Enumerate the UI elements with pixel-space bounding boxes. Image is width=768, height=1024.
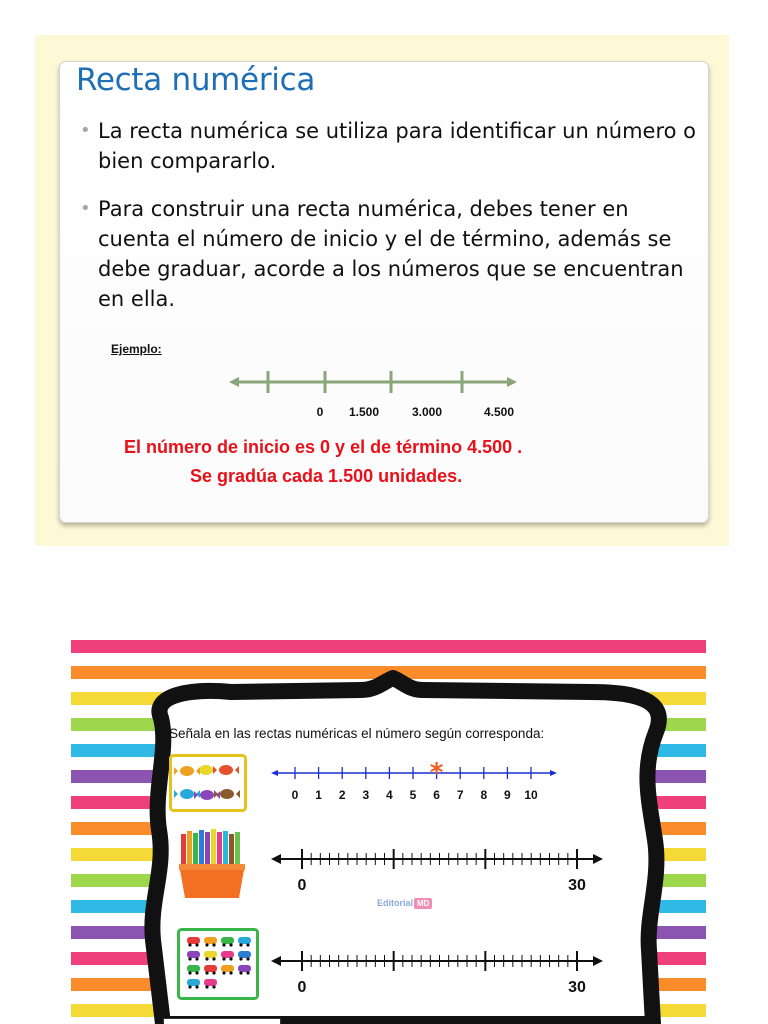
tick-label: 3.000 bbox=[411, 405, 443, 419]
bullet-construction: • Para construir una recta numérica, debes tener en cuenta el número de inicio y el de término, además se debe graduar, acorde a los números que se encuentran en ella. bbox=[98, 194, 698, 314]
tick-label-10: 10 bbox=[524, 788, 538, 802]
tick-label-5: 5 bbox=[409, 788, 417, 802]
colored-pencils-icon bbox=[175, 828, 249, 900]
watermark-text: Editorial bbox=[377, 898, 414, 908]
arrow-right-icon bbox=[550, 770, 557, 776]
tick-label-8: 8 bbox=[480, 788, 488, 802]
arrow-left-icon bbox=[229, 377, 239, 387]
end-label: 30 bbox=[568, 979, 586, 996]
start-label: 0 bbox=[297, 877, 307, 894]
arrow-right-icon bbox=[593, 854, 603, 864]
arrow-left-icon bbox=[271, 854, 281, 864]
candy-icon bbox=[169, 754, 247, 812]
tick-label: 4.500 bbox=[483, 405, 515, 419]
tick-label: 1.500 bbox=[348, 405, 380, 419]
tick-label-group bbox=[292, 788, 538, 802]
tick-label-0: 0 bbox=[291, 788, 299, 802]
tick-label-6: 6 bbox=[433, 788, 440, 802]
instruction-text: Señala en las rectas numéricas el número según corresponda: bbox=[169, 726, 545, 741]
tick-label-3: 3 bbox=[362, 788, 370, 802]
tick-label: 0 bbox=[316, 405, 324, 419]
arrow-right-icon bbox=[507, 377, 517, 387]
start-label: 0 bbox=[297, 979, 307, 996]
tick-label-2: 2 bbox=[338, 788, 346, 802]
start-end-note: El número de inicio es 0 y el de término 4.500 . bbox=[124, 437, 523, 457]
tick-label-4: 4 bbox=[386, 788, 393, 802]
toy-cars-icon bbox=[177, 928, 259, 1000]
arrow-left-icon bbox=[271, 956, 281, 966]
watermark-badge: MD bbox=[414, 898, 432, 909]
number-line-0-30-cars[interactable] bbox=[269, 947, 609, 1007]
slide-recta-numerica bbox=[35, 35, 729, 546]
slide-title: Recta numérica bbox=[76, 62, 316, 98]
tick-label-1: 1 bbox=[315, 788, 322, 802]
number-line-0-30-pencils[interactable] bbox=[269, 845, 609, 905]
arrow-right-icon bbox=[593, 956, 603, 966]
next-exercise-strip bbox=[163, 1018, 281, 1024]
tick-label-7: 7 bbox=[456, 788, 464, 802]
bullet-definition: • La recta numérica se utiliza para identificar un número o bien compararlo. bbox=[98, 116, 698, 176]
worksheet-number-lines bbox=[71, 640, 706, 1024]
end-label: 30 bbox=[568, 877, 586, 894]
editorial-watermark bbox=[377, 898, 432, 909]
arrow-left-icon bbox=[271, 770, 278, 776]
tick-label-9: 9 bbox=[504, 788, 511, 802]
example-label: Ejemplo: bbox=[111, 342, 162, 356]
number-line-0-10 bbox=[269, 758, 569, 808]
content-card bbox=[59, 61, 709, 523]
asterisk-icon: * bbox=[429, 758, 444, 788]
graduation-note: Se gradúa cada 1.500 unidades. bbox=[190, 466, 463, 486]
example-number-line bbox=[225, 360, 525, 430]
